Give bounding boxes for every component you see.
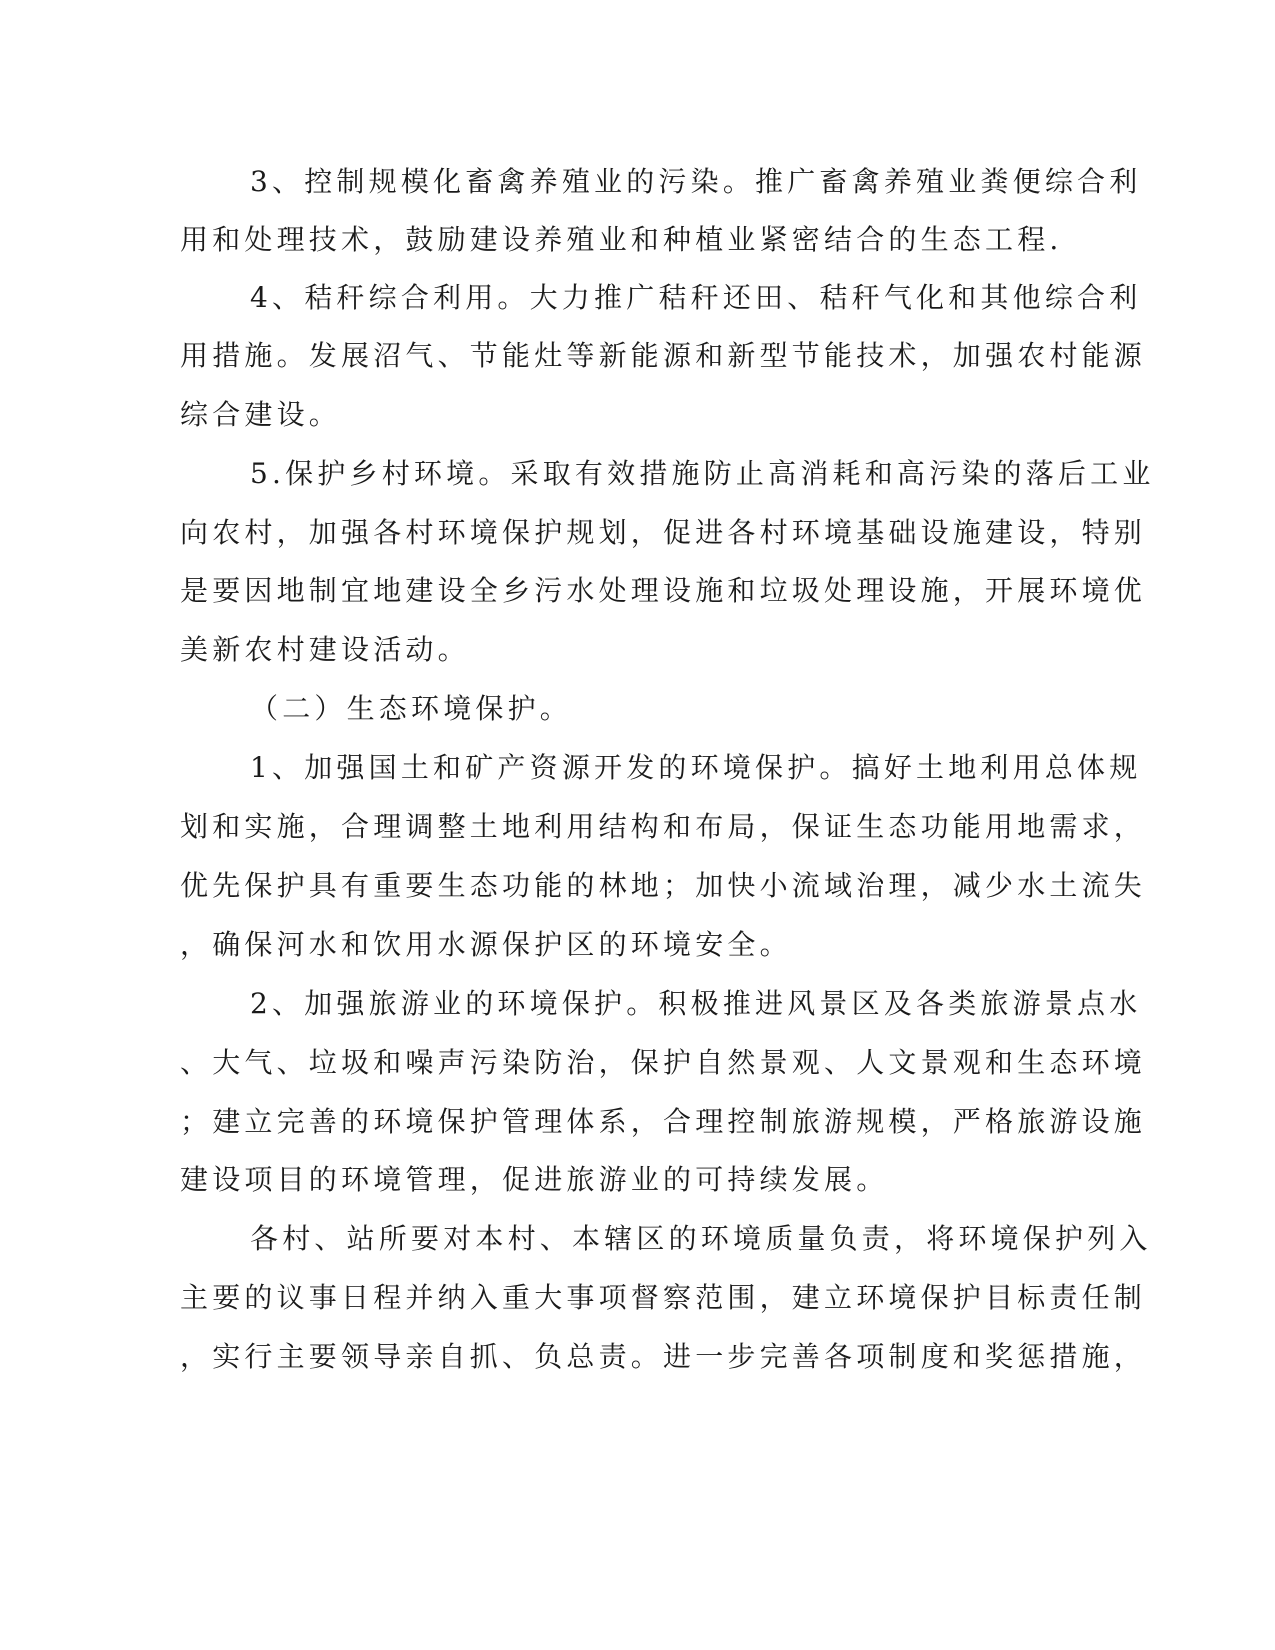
text-line: 用和处理技术，鼓励建设养殖业和种植业紧密结合的生态工程. bbox=[180, 223, 1063, 256]
text-line: 优先保护具有重要生态功能的林地；加快小流域治理，减少水土流失 bbox=[180, 869, 1147, 902]
text-line: ；建立完善的环境保护管理体系，合理控制旅游规模，严格旅游设施 bbox=[180, 1105, 1147, 1138]
text-line: 用措施。发展沼气、节能灶等新能源和新型节能技术，加强农村能源 bbox=[180, 339, 1147, 372]
text-line: 5.保护乡村环境。采取有效措施防止高消耗和高污染的落后工业 bbox=[250, 457, 1155, 490]
text-line: 建设项目的环境管理，促进旅游业的可持续发展。 bbox=[180, 1163, 889, 1196]
section-heading: （二）生态环境保护。 bbox=[250, 692, 573, 725]
text-line: ，实行主要领导亲自抓、负总责。进一步完善各项制度和奖惩措施， bbox=[180, 1340, 1147, 1373]
text-line: 各村、站所要对本村、本辖区的环境质量负责，将环境保护列入 bbox=[250, 1222, 1152, 1255]
text-line: 是要因地制宜地建设全乡污水处理设施和垃圾处理设施，开展环境优 bbox=[180, 574, 1147, 607]
text-line: 4、秸秆综合利用。大力推广秸秆还田、秸秆气化和其他综合利 bbox=[250, 281, 1142, 314]
text-line: 、大气、垃圾和噪声污染防治，保护自然景观、人文景观和生态环境 bbox=[180, 1046, 1147, 1079]
text-line: 2、加强旅游业的环境保护。积极推进风景区及各类旅游景点水 bbox=[250, 987, 1142, 1020]
text-line: 3、控制规模化畜禽养殖业的污染。推广畜禽养殖业粪便综合利 bbox=[250, 165, 1142, 198]
text-line: ，确保河水和饮用水源保护区的环境安全。 bbox=[180, 928, 792, 961]
text-line: 划和实施，合理调整土地利用结构和布局，保证生态功能用地需求， bbox=[180, 810, 1147, 843]
text-line: 综合建设。 bbox=[180, 398, 342, 431]
text-line: 向农村，加强各村环境保护规划，促进各村环境基础设施建设，特别 bbox=[180, 516, 1147, 549]
text-line: 主要的议事日程并纳入重大事项督察范围，建立环境保护目标责任制 bbox=[180, 1281, 1147, 1314]
text-line: 1、加强国土和矿产资源开发的环境保护。搞好土地利用总体规 bbox=[250, 751, 1142, 784]
text-line: 美新农村建设活动。 bbox=[180, 633, 470, 666]
